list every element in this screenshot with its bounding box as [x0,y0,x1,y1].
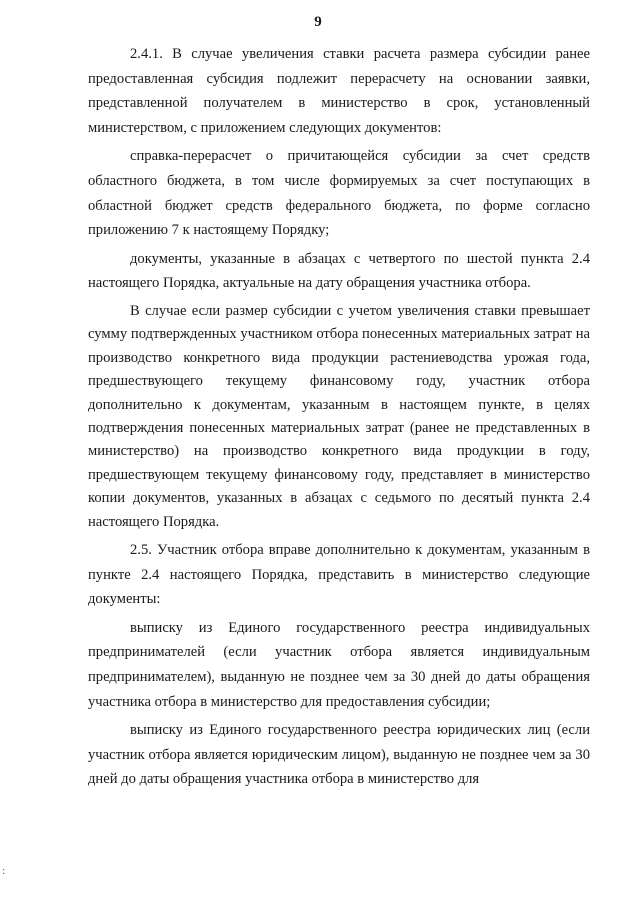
paragraph-documents-2-4: документы, указанные в абзацах с четвертого по шестой пункта 2.4 настоящего Порядка, актуальные на дату обращения участника отбора. [88,250,590,292]
paragraph-recalc-certificate: справка-перерасчет о причитающейся субсидии за счет средств областного бюджета, в том числе формируемых за счет поступающих в областной бюджет средств федерального бюджета, по форме согласно приложению 7 к настоящему Порядку; [88,148,590,239]
paragraph-egrul-extract: выписку из Единого государственного реестра юридических лиц (если участник отбора является юридическим лицом), выданную не позднее чем за 30 дней до даты обращения участника отбора в министерство для [88,722,590,788]
paragraph-2-4-1: 2.4.1. В случае увеличения ставки расчета размера субсидии ранее предоставленная субсидия подлежит перерасчету на основании заявки, представленной получателем в министерство в срок, установленный министерством, с приложением следующих документов: [88,46,590,136]
page-number: 9 [314,14,322,30]
scan-edge-mark: : [2,866,6,877]
document-body [88,42,590,792]
paragraph-egrip-extract: выписку из Единого государственного реестра индивидуальных предпринимателей (если участник отбора является индивидуальным предпринимателем), выданную не позднее чем за 30 дней до даты обращения участника отбора в министерство для предоставления субсидии; [88,619,590,710]
paragraph-2-5: 2.5. Участник отбора вправе дополнительно к документам, указанным в пункте 2.4 настоящего Порядка, представить в министерство следующие документы: [88,542,590,608]
paragraph-excess-subsidy: В случае если размер субсидии с учетом увеличения ставки превышает сумму подтвержденных участником отбора понесенных материальных затрат на производство конкретного вида продукции растениеводства урожая года, предшествующего текущему финансовому году, участник отбора дополнительно к документам, указанным в настоящем пункте, в целях подтверждения понесенных материальных затрат (ранее не представленных в министерство) на производство конкретного вида продукции в году, предшествующем текущему финансовому году, представляет в министерство копии документов, указанных в абзацах с седьмого по десятый пункта 2.4 настоящего Порядка. [88,302,590,530]
